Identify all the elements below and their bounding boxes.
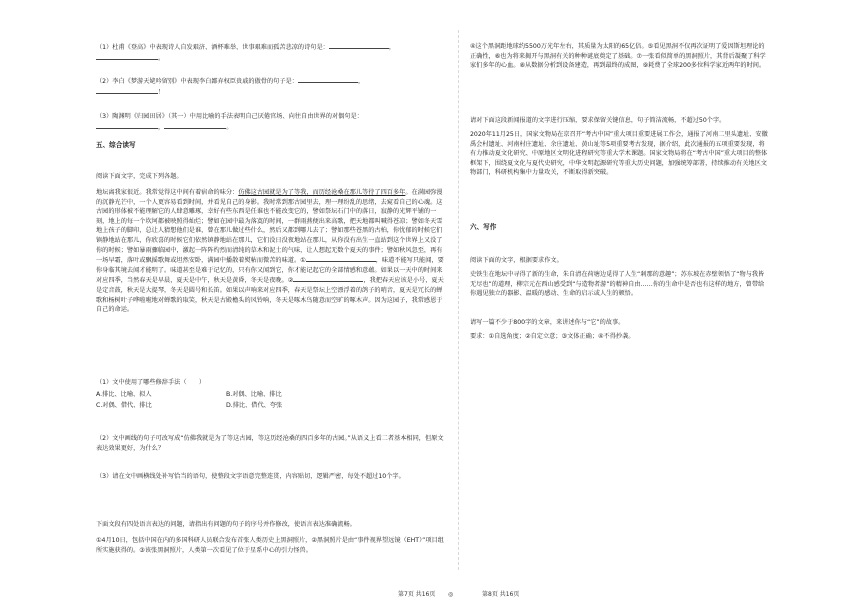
reading-intro: 阅读下面文字，完成下列各题。	[96, 173, 183, 180]
page-number-right: 第8页 共16页	[482, 591, 520, 598]
question-d-continued: ④这个黑洞距地球约5500万光年左右，其质量为太阳的65亿倍。⑤看见黑洞不仅再次证明了爱因斯坦理论的正确性，⑥也为将来揭开与黑洞有关的种种谜底奠定了基础。⑦一张看似简单的黑洞照片，其背后凝聚了科学家们多年的心血。⑧从数据分析到设备建造，再到最终的成图，⑨耗费了全球200多位科学家近两年的时间。	[470, 43, 766, 70]
option-c[interactable]: C.对偶、借代、排比	[96, 402, 152, 409]
column-divider	[458, 30, 459, 570]
option-d[interactable]: D.排比、借代、夸张	[226, 402, 283, 409]
question-b: （2）文中画线的句子可改写成“仿佛我就是为了等这古园，等这历经沧桑的四百多年的古园。”从语义上看二者基本相同，但原文表达效果更好，为什么？	[96, 435, 444, 452]
writing-requirements: 要求：①自选角度；②自定立意；③文体正确；④不得抄袭。	[470, 333, 635, 340]
section-title: 五、综合读写	[96, 141, 136, 149]
page-number-left: 第7页 共16页	[398, 591, 436, 598]
answer-blank[interactable]	[96, 87, 158, 94]
question-3: （3）陶渊明《归园田居》（其一）中用比喻的手法表明自己厌倦官场、向往自由世界的对偶句是： ， 。	[96, 113, 363, 131]
option-b[interactable]: B.对偶、比喻、排比	[226, 391, 282, 398]
separator-icon: ◎	[448, 591, 454, 598]
question-2: （2）李白《梦游天姥吟留别》中表现李白鄙弃权臣贵戚的傲骨的句子是： ， ！	[96, 78, 365, 96]
question-d-text: ①4月10日，包括中国在内的多国科研人员联合发布首张人类历史上黑洞照片，②黑洞照片是由“事件视界望远镜（EHT）”项目组所实施获得的。③该张黑洞照片，人类第一次看见了位于星系中心的引力怪兽。	[96, 537, 444, 554]
reading-passage: 地坛离我家很近。我常觉得这中间有着宿命的味分：仿佛这古园就是为了等我，而历经沧桑在那儿等待了四百多年。在满园弥漫的沉静光芒中，一个人更容易看到时间，并看见自己的身影。我时常到那古园里去，理一理纷乱的思绪，去窥看自己的心魂。这古园的形体被不能理解它的人肆意雕琢，幸好有些东西是任谁也不能改变它的，譬如祭坛石门中的落日，寂静的光辉平铺的一刻，地上的每一个坎坷都被映照得灿烂；譬如在园中最为落寞的时间，一群雨燕便出来高歌，把天地都叫喊得苍凉；譬如冬天雪地上孩子的脚印，总让人猜想他们是谁，曾在那儿做过些什么，然后又都到哪儿去了；譬如那些苍黑的古柏，你忧郁的时候它们镇静地站在那儿，你欣喜的时候它们依然镇静地站在那儿，它们没日没夜地站在那儿，从你没有出生一直站到这个世界上又没了你的时候；譬如暴雨骤临园中，激起一阵阵灼烈而清纯的草木和泥土的气味，让人想起无数个夏天的事件；譬如秋风忽至，再有一场早霜，落叶或飘摇歌舞或坦然安卧，满园中播散着熨帖而微苦的味道。① ，味道不能写只能闻，要你身临其境去闻才能明了。味道甚至是难于记忆的，只有你又闻到它，你才能记起它的全部情感和意蕴。如果以一天中的时间来对应四季，当然春天是早晨，夏天是中午，秋天是黄昏，冬天是夜晚。② ，我把春天应该是小号，夏天是定音鼓，秋天是大提琴，冬天是圆号和长笛。如果以声响来对应四季，春天是祭坛上空漂浮着的鸽子的哨音，夏天是冗长的蝉歌和杨树叶子哗啦啦地对蝉歌的取笑，秋天是古殿檐头的风铃响，冬天是啄木鸟随意而空旷的啄木声。因为这园子，我常感恩于自己的命运。	[96, 189, 444, 314]
question-d: 下面文段有四处语言表达的问题，请指出有问题的句子的序号并作修改，使语言表达准确流畅。	[96, 521, 356, 528]
options	[96, 390, 448, 414]
question-a: （1）文中使用了哪些修辞手法（ ）	[96, 379, 206, 386]
writing-task: 请写一篇不少于800字的文章，来讲述你与“它”的故事。	[470, 319, 625, 326]
answer-blank[interactable]	[96, 122, 158, 129]
answer-blank[interactable]	[293, 275, 363, 282]
underlined-sentence: 仿佛这古园就是为了等我，而历经沧桑在那儿等待了四百多年	[238, 189, 406, 196]
question-1: （1）杜甫《登高》中表现诗人自发艰济、酒杯难举、世事艰难而孤苦悲凉的诗句是： ， 。	[96, 44, 396, 62]
question-e: 请对下面这段新闻报道的文字进行压缩，要求保留关键信息，句子简洁流畅，不超过50个字。	[470, 117, 726, 124]
option-a[interactable]: A.排比、比喻、拟人	[96, 391, 152, 398]
section-title: 六、写作	[470, 223, 497, 231]
writing-intro: 阅读下面的文字，根据要求作文。	[470, 257, 563, 264]
answer-blank[interactable]	[96, 53, 158, 60]
question-e-text: 2020年11月25日，国家文物局在京召开“考古中国”重大项目重要进展工作会，通报了河南二里头遗址、安徽禹会村遗址、河南村庄遗址、余庄遗址、黄山址等5项重要考古发现，据介绍，此次通报的五项重要发现，将有力推动夏文化研究、中原地区文明化进程研究等重大学术课题。国家文物局将在“考古中国”重大项目的整体框架下，围绕夏文化与夏代史研究，中华文明起源研究等重大历史问题，加强统筹部署，持续推动有关地区文物部门，科研机构集中力量攻关，不断取得新突破。	[470, 131, 768, 177]
answer-blank[interactable]	[298, 76, 358, 83]
question-c: （3）请在文中画横线处补写恰当的语句，使整段文字语意完整连贯，内容贴切，逻辑严密，每处不超过10个字。	[96, 473, 405, 480]
answer-blank[interactable]	[306, 255, 376, 262]
answer-blank[interactable]	[164, 122, 226, 129]
writing-prompt: 史铁生在地坛中寻得了新的生命，朱自清在荷塘边觅得了人生“剎那的意趣”；苏东坡在赤壁领悟了“物与我皆无尽也”的道理，柳宗元在西山感受到“与造物者游”的精神自由……你的生命中是否也有这样的地方，曾带给你遇见独立的器影、温暖的感动、生命的启示或人生的顿悟。	[470, 271, 765, 298]
answer-blank[interactable]	[329, 42, 389, 49]
